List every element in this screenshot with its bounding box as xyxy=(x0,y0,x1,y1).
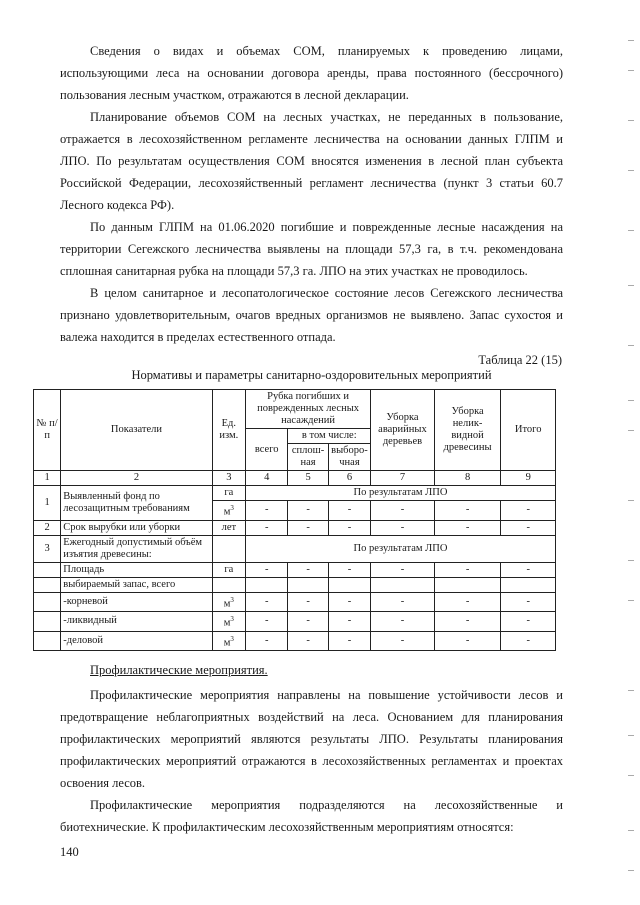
lpo-results-cell: По результатам ЛПО xyxy=(246,535,556,562)
header-indicator: Показатели xyxy=(61,390,212,471)
header-unit: Ед. изм. xyxy=(212,390,245,471)
table-row: 2 Срок вырубки или уборки лет - - - - - - xyxy=(34,520,556,535)
table-row: -корневой $м^3$ - - - - - - xyxy=(34,592,556,612)
table-row: -деловой $м^3$ - - - - - - xyxy=(34,631,556,651)
column-number-row: 1 2 3 4 5 6 7 8 9 xyxy=(34,471,556,486)
section-subheading: Профилактические мероприятия. xyxy=(90,663,268,677)
header-cleanup: Уборка аварийных деревьев xyxy=(371,390,435,471)
table-row: $м^3$ - - - - - - xyxy=(34,501,556,521)
page-number: 140 xyxy=(60,845,79,859)
header-including: в том числе: xyxy=(288,429,371,444)
paragraph-declaration: Сведения о видах и объемах СОМ, планируемых к проведению лицами, использующими леса на основании договора аренды, права постоянного (бессрочного) пользования лесным участком, отражаются в лесной декларации. xyxy=(60,44,563,102)
table-number: Таблица 22 (15) xyxy=(478,353,562,367)
paragraph-glpm-data: По данным ГЛПМ на 01.06.2020 погибшие и поврежденные лесные насаждения на территории Сегежского лесничества выявлены на площади 57,3 га, в т.ч. рекомендована сплошная санитарная рубка на площади 57,3 га. ЛПО на этих участках не проводилось. xyxy=(60,220,563,278)
sanitary-measures-table xyxy=(33,389,556,651)
paragraph-sanitary-state: В целом санитарное и лесопатологическое состояние лесов Сегежского лесничества признано удовлетворительным, очагов вредных организмов не выявлено. Запас сухостоя и валежа находится в пределах естественного отпада. xyxy=(60,286,563,344)
table-title: Нормативы и параметры санитарно-оздоровительных мероприятий xyxy=(131,368,492,382)
row-label-identified-fund: Выявленный фонд по лесозащитным требованиям xyxy=(61,486,212,521)
row-label-felling-period: Срок вырубки или уборки xyxy=(61,520,212,535)
header-illiquid: Уборка нелик-видной древесины xyxy=(434,390,501,471)
header-selective: выборо-чная xyxy=(328,444,370,471)
table-row: 3 Ежегодный допустимый объём изъятия древесины: По результатам ЛПО xyxy=(34,535,556,562)
header-felling-group: Рубка погибших и поврежденных лесных насаждений xyxy=(246,390,371,429)
paragraph-preventive-purpose: Профилактические мероприятия направлены на повышение устойчивости лесов и предотвращение неблагоприятных воздействий на леса. Основанием для планирования профилактических мероприятий являются результаты ЛПО. Результаты планирования профилактических мероприятий отражаются в лесохозяйственных регламентах и проектах освоения лесов. xyxy=(60,688,563,790)
paragraph-preventive-types: Профилактические мероприятия подразделяются на лесохозяйственные и биотехнические. К профилактическим лесохозяйственным мероприятиям относятся: xyxy=(60,798,563,834)
scan-edge-marks xyxy=(620,0,640,905)
table-row: Площадь га - - - - - - xyxy=(34,562,556,577)
table-row: -ликвидный $м^3$ - - - - - - xyxy=(34,612,556,632)
header-num: № п/п xyxy=(34,390,61,471)
row-label-annual-volume: Ежегодный допустимый объём изъятия древесины: xyxy=(61,535,212,562)
lpo-results-cell: По результатам ЛПО xyxy=(246,486,556,501)
paragraph-planning: Планирование объемов СОМ на лесных участках, не переданных в пользование, отражается в лесохозяйственном регламенте лесничества на основании данных ГЛПМ и ЛПО. По результатам осуществления СОМ вносятся изменения в лесной план субъекта Российской Федерации, лесохозяйственный регламент лесничества (пункт 3 статьи 60.7 Лесного кодекса РФ). xyxy=(60,110,563,212)
header-felling-total: всего xyxy=(246,429,288,471)
table-row: 1 Выявленный фонд по лесозащитным требованиям га По результатам ЛПО xyxy=(34,486,556,501)
header-total: Итого xyxy=(501,390,556,471)
header-clear: сплош-ная xyxy=(288,444,328,471)
table-row: выбираемый запас, всего xyxy=(34,577,556,592)
